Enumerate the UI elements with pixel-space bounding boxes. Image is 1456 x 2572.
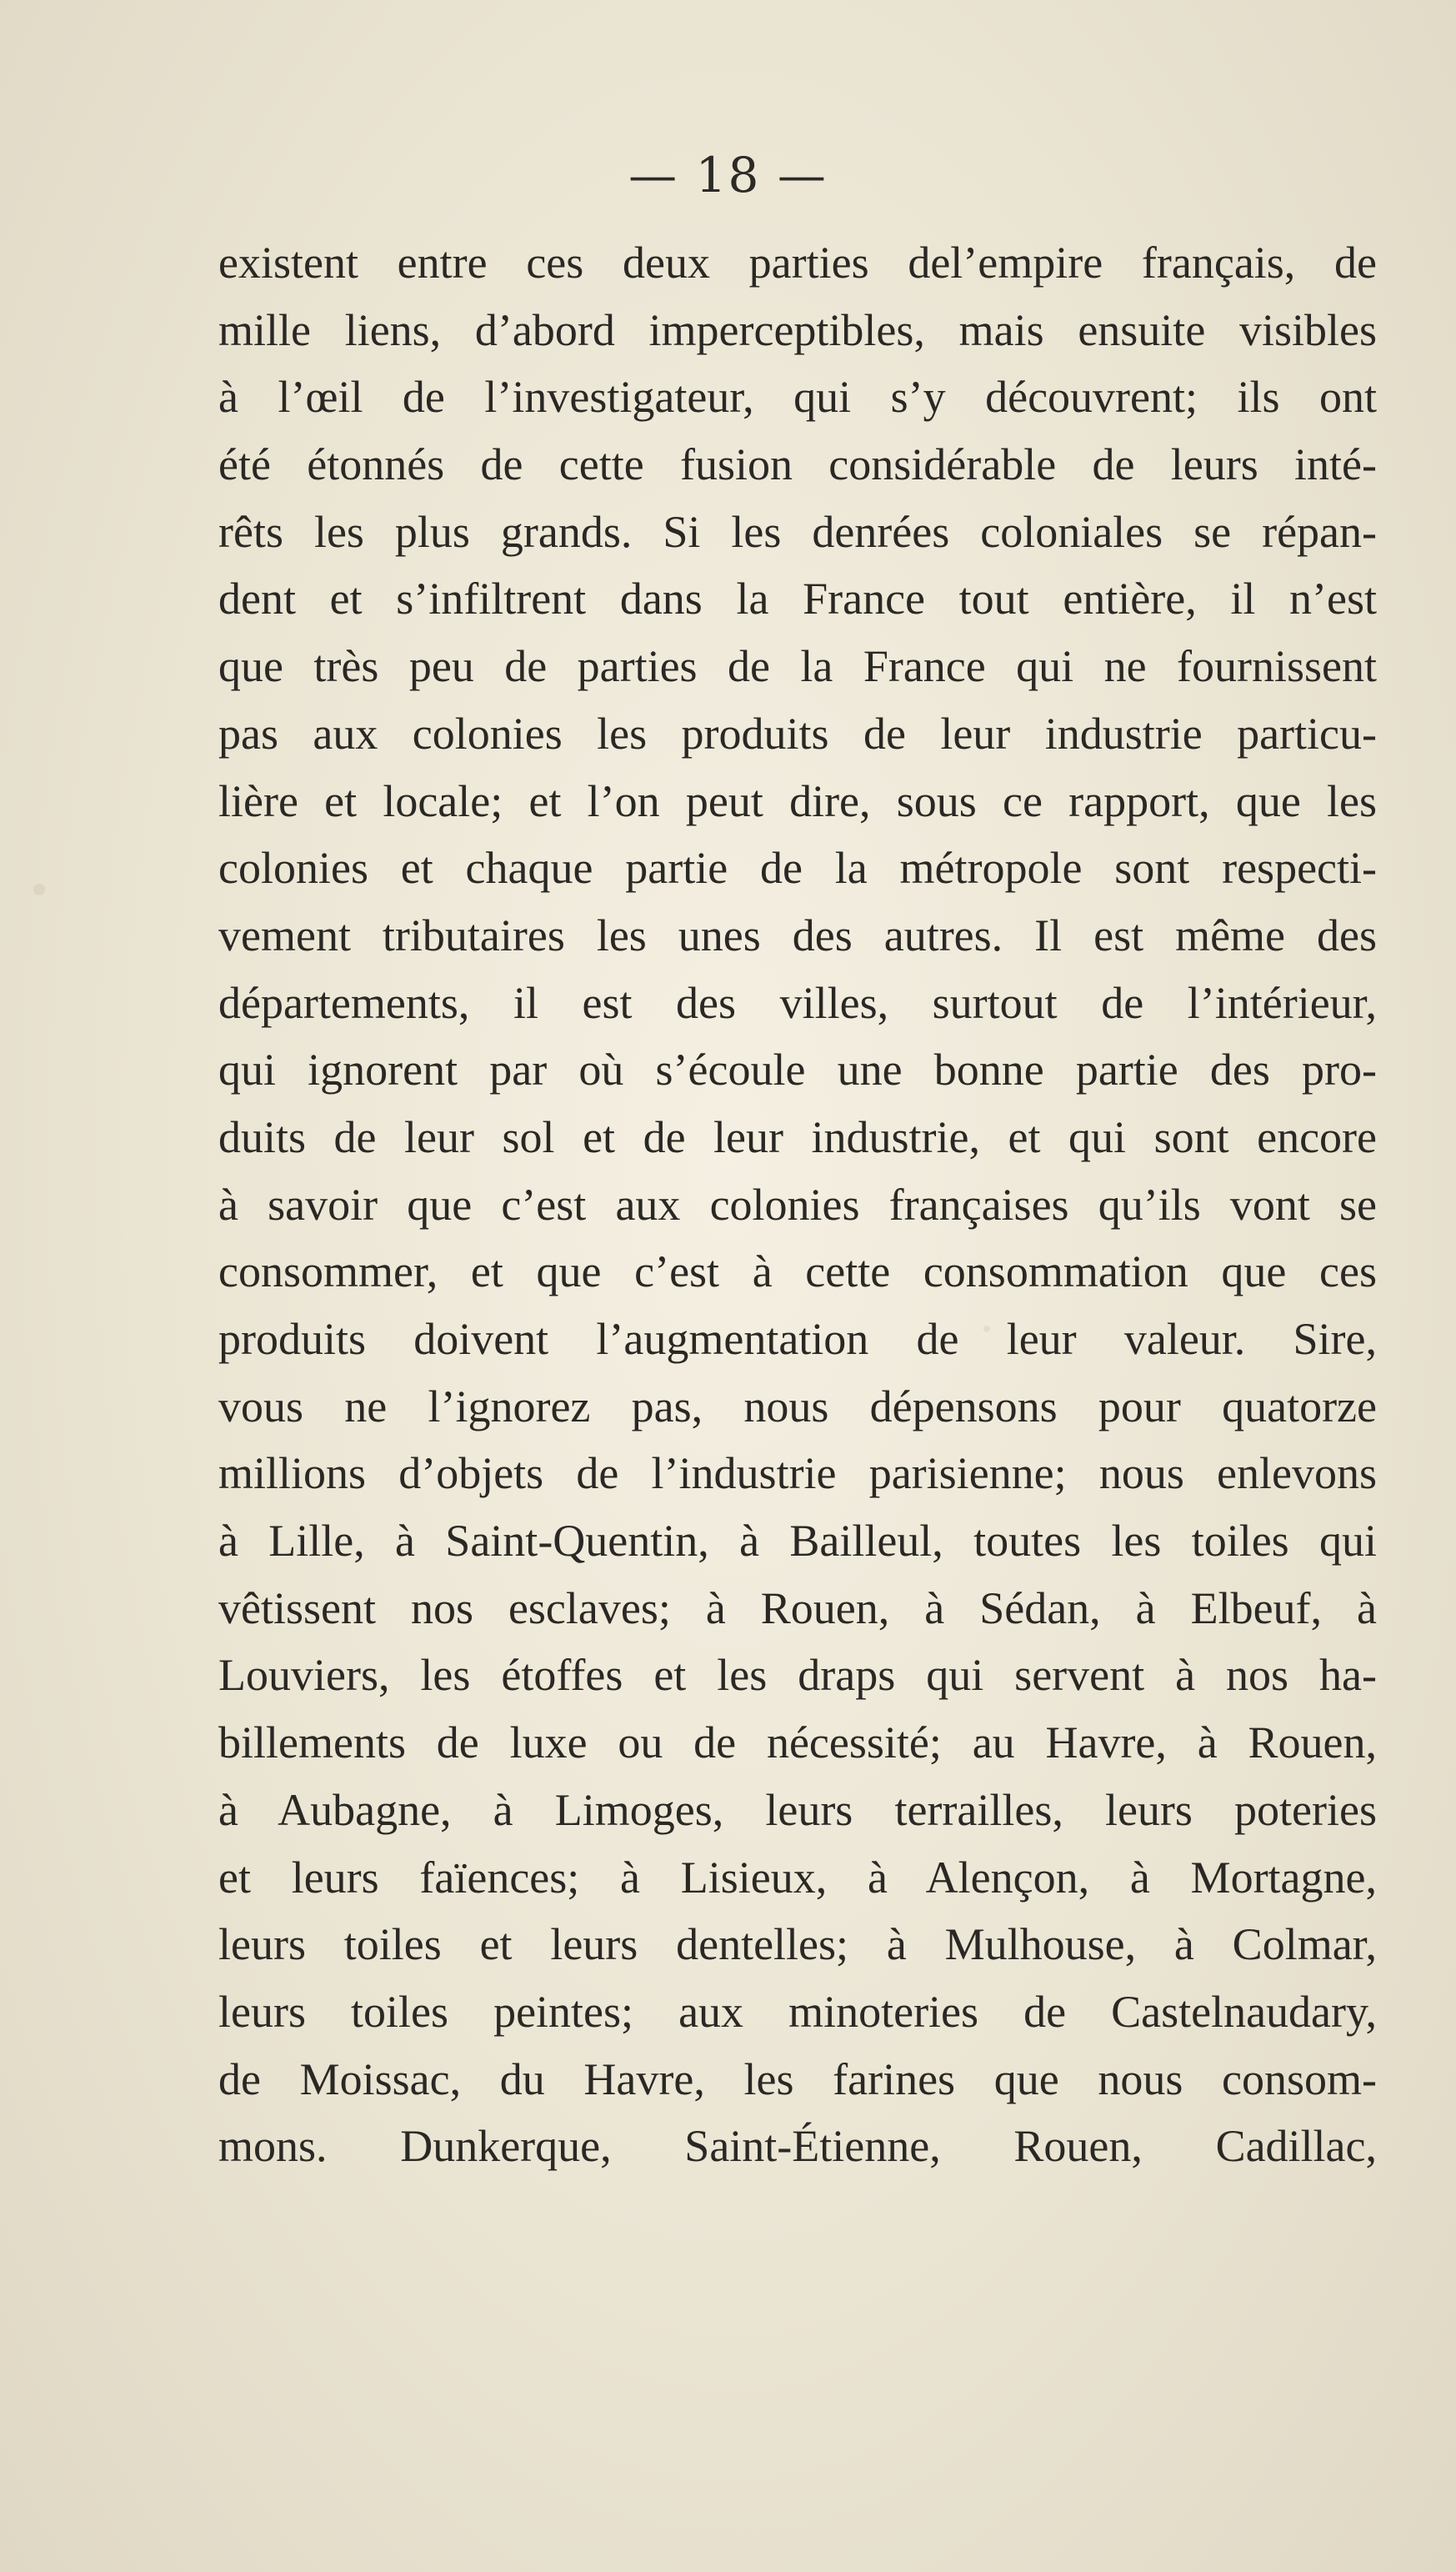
text-line: vêtissent nos esclaves; à Rouen, à Sédan, à Elbeuf, à [218, 1582, 1377, 1633]
text-line: lière et locale; et l’on peut dire, sous ce rapport, que les [218, 775, 1377, 826]
text-line: vement tributaires les unes des autres. Il est même des [218, 910, 1377, 960]
text-line: à Lille, à Saint-Quentin, à Bailleul, toutes les toiles qui [218, 1516, 1377, 1567]
text-line: mons. Dunkerque, Saint-Étienne, Rouen, Cadillac, [218, 2121, 1377, 2172]
text-line: à savoir que c’est aux colonies françaises qu’ils vont se [218, 1179, 1377, 1230]
text-line: de Moissac, du Havre, les farines que nous consom- [218, 2053, 1377, 2104]
text-line: millions d’objets de l’industrie parisienne; nous enlevons [218, 1448, 1377, 1499]
text-line: billements de luxe ou de nécessité; au Havre, à Rouen, [218, 1717, 1377, 1768]
page-number: — 18 — [628, 147, 828, 203]
text-line: que très peu de parties de la France qui ne fournissent [218, 641, 1377, 692]
text-line: Louviers, les étoffes et les draps qui servent à nos ha- [218, 1650, 1377, 1701]
text-line: colonies et chaque partie de la métropole sont respecti- [218, 843, 1377, 894]
body-text [218, 229, 1377, 2180]
text-line: à Aubagne, à Limoges, leurs terrailles, leurs poteries [218, 1784, 1377, 1835]
text-line: dent et s’infiltrent dans la France tout entière, il n’est [218, 574, 1377, 624]
text-line: leurs toiles peintes; aux minoteries de Castelnaudary, [218, 1986, 1377, 2037]
paper-stain [33, 884, 45, 895]
text-line: produits doivent l’augmentation de leur valeur. Sire, [218, 1314, 1377, 1364]
text-line: leurs toiles et leurs dentelles; à Mulhouse, à Colmar, [218, 1919, 1377, 1970]
text-line: été étonnés de cette fusion considérable de leurs inté- [218, 439, 1377, 490]
text-line: existent entre ces deux parties del’empire français, de [218, 238, 1377, 288]
text-line: consommer, et que c’est à cette consommation que ces [218, 1246, 1377, 1297]
text-line: et leurs faïences; à Lisieux, à Alençon, à Mortagne, [218, 1852, 1377, 1903]
text-line: pas aux colonies les produits de leur industrie particu- [218, 708, 1377, 759]
text-line: départements, il est des villes, surtout de l’intérieur, [218, 977, 1377, 1028]
text-line: mille liens, d’abord imperceptibles, mais ensuite visibles [218, 304, 1377, 355]
text-line: duits de leur sol et de leur industrie, et qui sont encore [218, 1111, 1377, 1162]
text-line: à l’œil de l’investigateur, qui s’y découvrent; ils ont [218, 372, 1377, 423]
text-line: rêts les plus grands. Si les denrées coloniales se répan- [218, 506, 1377, 557]
text-line: qui ignorent par où s’écoule une bonne partie des pro- [218, 1045, 1377, 1095]
text-line: vous ne l’ignorez pas, nous dépensons pour quatorze [218, 1381, 1377, 1431]
